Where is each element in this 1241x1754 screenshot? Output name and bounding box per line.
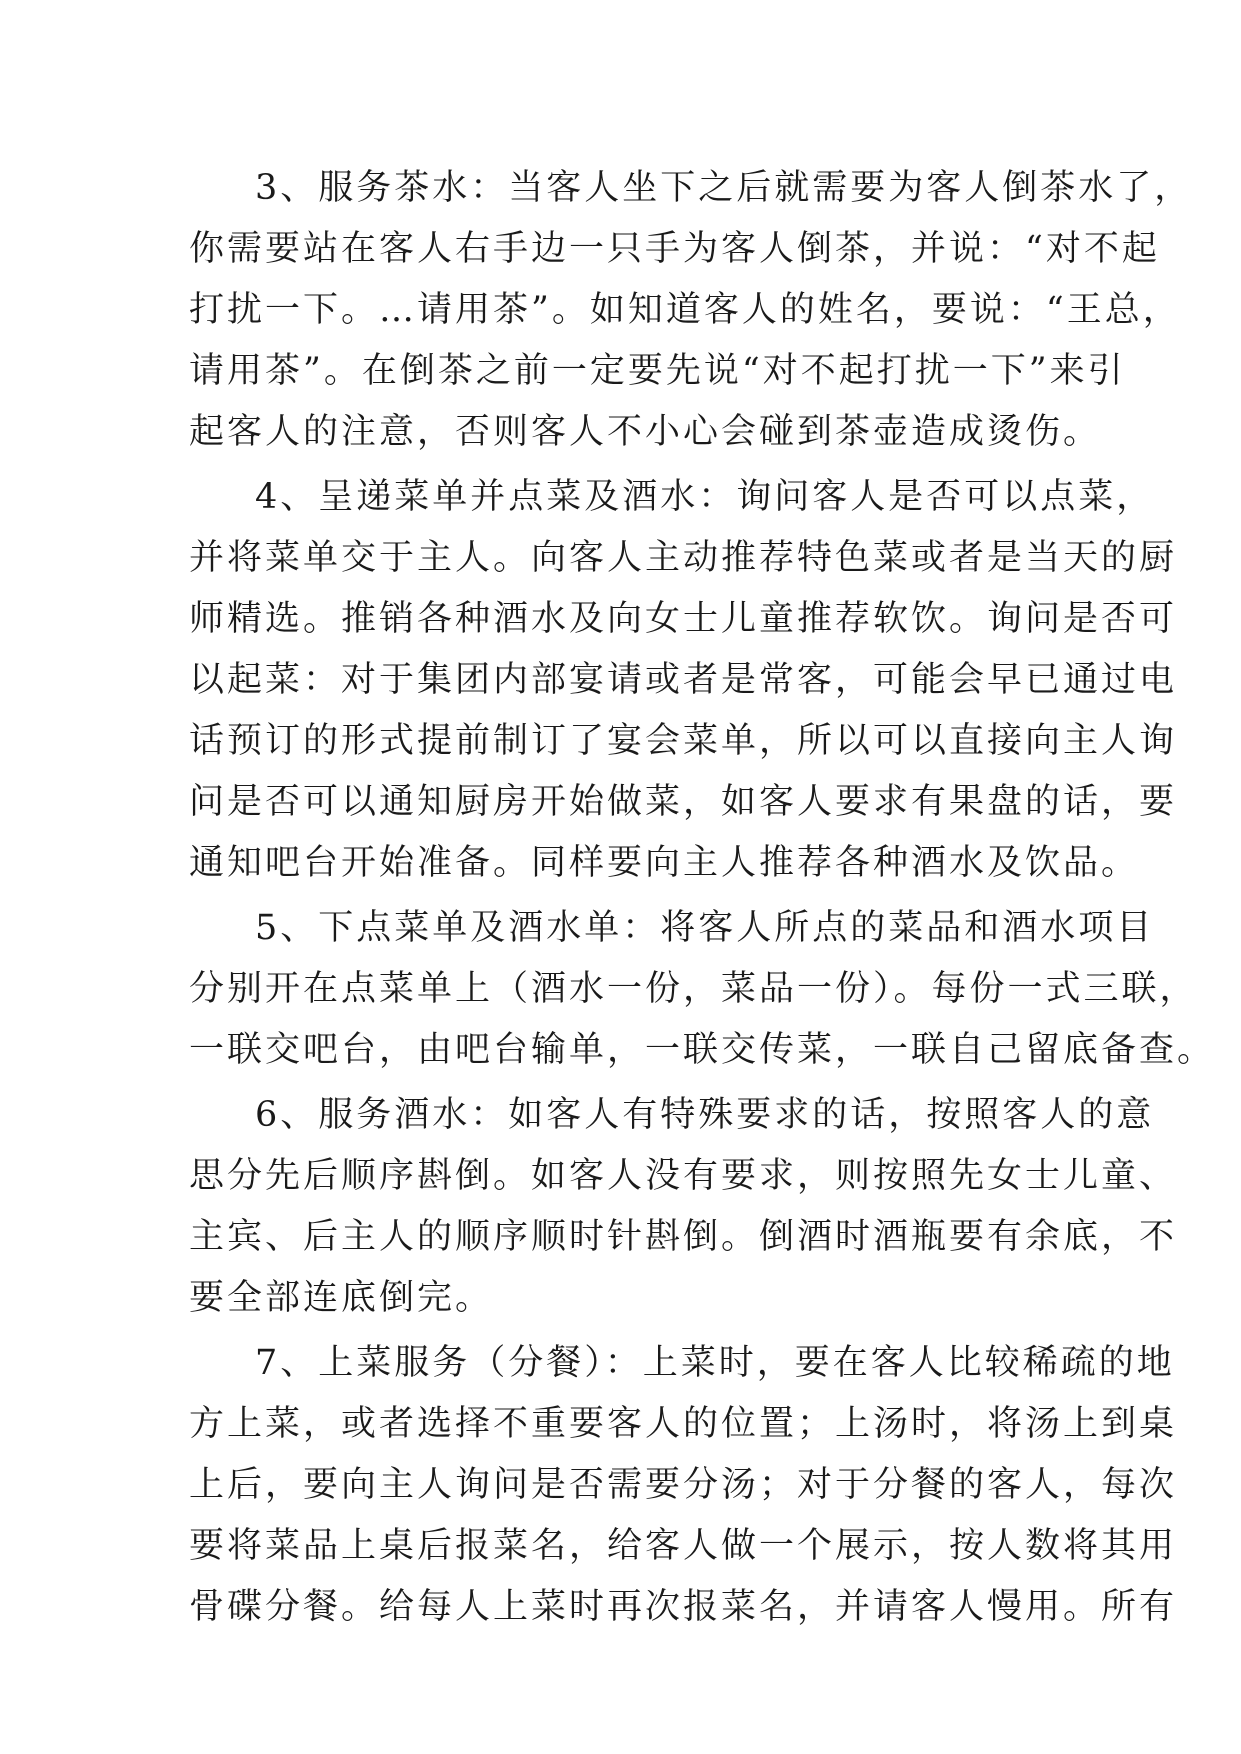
text-line: 7、上菜服务（分餐）：上菜时，要在客人比较稀疏的地 [255,1343,1175,1383]
text-line: 打扰一下。…请用茶”。如知道客人的姓名，要说：“王总， [189,290,1181,330]
paragraph-6-wine-service [189,1085,1178,1329]
text-line: 你需要站在客人右手边一只手为客人倒茶，并说：“对不起 [189,229,1160,269]
text-line: 要全部连底倒完。 [189,1278,494,1318]
text-line: 3、服务茶水：当客人坐下之后就需要为客人倒茶水了， [255,168,1193,208]
text-line: 通知吧台开始准备。同样要向主人推荐各种酒水及饮品。 [189,843,1140,883]
paragraph-3-tea-service [189,158,1193,463]
text-line: 起客人的注意，否则客人不小心会碰到茶壶造成烫伤。 [189,412,1102,452]
text-line: 一联交吧台，由吧台输单，一联交传菜，一联自己留底备查。 [189,1030,1216,1070]
text-line: 话预订的形式提前制订了宴会菜单，所以可以直接向主人询 [189,721,1178,761]
text-line: 师精选。推销各种酒水及向女士儿童推荐软饮。询问是否可 [189,599,1178,639]
text-line: 思分先后顺序斟倒。如客人没有要求，则按照先女士儿童、 [189,1156,1178,1196]
text-line: 问是否可以通知厨房开始做菜，如客人要求有果盘的话，要 [189,782,1178,822]
text-line: 并将菜单交于主人。向客人主动推荐特色菜或者是当天的厨 [189,538,1178,578]
text-line: 5、下点菜单及酒水单：将客人所点的菜品和酒水项目 [255,908,1155,948]
paragraph-7-dish-service [189,1333,1178,1638]
text-line: 主宾、后主人的顺序顺时针斟倒。倒酒时酒瓶要有余底，不 [189,1217,1178,1257]
text-line: 上后，要向主人询问是否需要分汤；对于分餐的客人，每次 [189,1465,1178,1505]
text-line: 6、服务酒水：如客人有特殊要求的话，按照客人的意 [255,1095,1155,1135]
text-line: 4、呈递菜单并点菜及酒水：询问客人是否可以点菜， [255,477,1155,517]
text-line: 骨碟分餐。给每人上菜时再次报菜名，并请客人慢用。所有 [189,1587,1178,1627]
document-body [189,158,1216,1642]
text-line: 要将菜品上桌后报菜名，给客人做一个展示，按人数将其用 [189,1526,1178,1566]
paragraph-4-menu-ordering [189,467,1178,894]
text-line: 请用茶”。在倒茶之前一定要先说“对不起打扰一下”来引 [189,351,1126,391]
paragraph-5-order-slips [189,898,1216,1081]
text-line: 分别开在点菜单上（酒水一份，菜品一份）。每份一式三联， [189,969,1198,1009]
text-line: 以起菜：对于集团内部宴请或者是常客，可能会早已通过电 [189,660,1178,700]
text-line: 方上菜，或者选择不重要客人的位置；上汤时，将汤上到桌 [189,1404,1178,1444]
